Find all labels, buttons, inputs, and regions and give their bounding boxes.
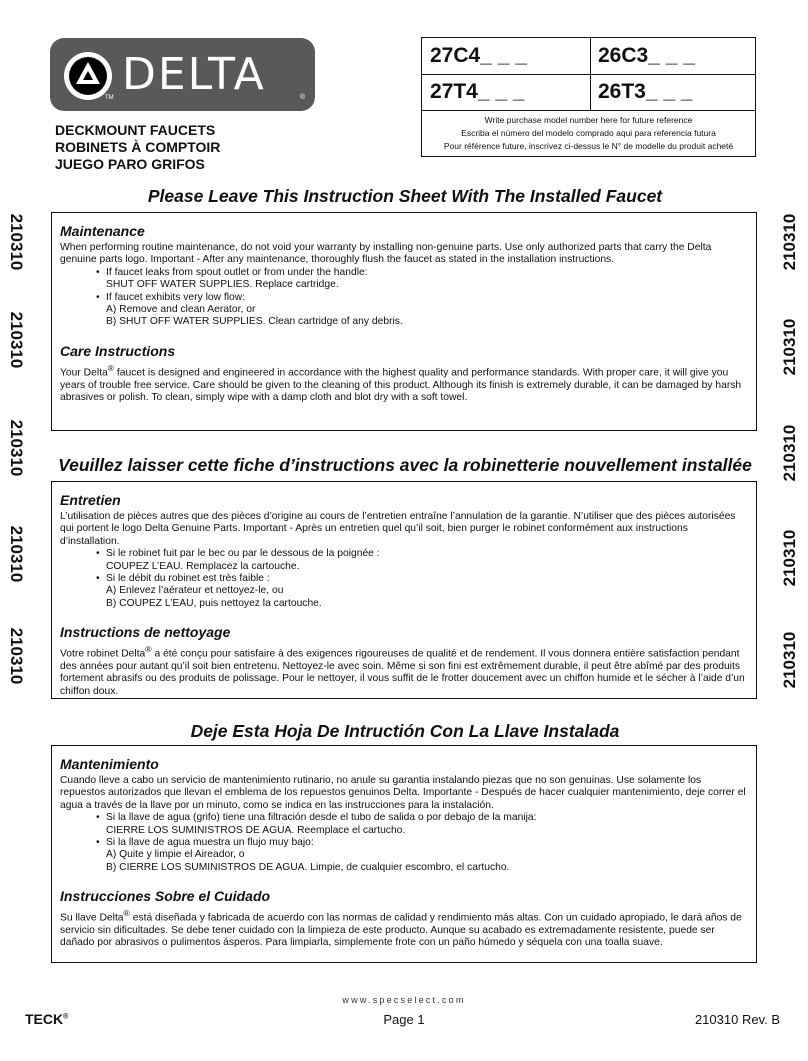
side-code-right: 210310: [780, 213, 799, 271]
model-note-es: Escriba el número del modelo comprado aqui para referencia futura: [461, 128, 716, 138]
french-box: [51, 481, 757, 699]
model-26c3: 26C3_ _ _: [598, 44, 695, 67]
side-code-left: 210310: [7, 627, 26, 685]
product-title-en: DECKMOUNT FAUCETS: [55, 122, 216, 138]
page-number: Page 1: [383, 1012, 425, 1027]
list-item: • If faucet leaks from spout outlet or from under the handle: SHUT OFF WATER SUPPLIES. Replace cartridge.: [106, 267, 748, 292]
registered-mark: ®: [123, 908, 130, 919]
care-title: Instrucciones Sobre el Cuidado: [60, 888, 271, 905]
side-code-right: 210310: [780, 424, 799, 482]
heading-spanish: Deje Esta Hoja De Intructión Con La Llave Instalada: [190, 721, 620, 741]
product-title-es: JUEGO PARO GRIFOS: [55, 156, 205, 172]
model-number-box: [421, 37, 756, 157]
model-27t4: 27T4_ _ _: [430, 80, 525, 103]
spanish-box: [51, 745, 757, 963]
heading-english: Please Leave This Instruction Sheet With The Installed Faucet: [147, 186, 663, 206]
maintenance-title: Mantenimiento: [60, 756, 159, 772]
list-item: • Si le débit du robinet est très faible : A) Enlevez l’aérateur et nettoyez-le, ou B) COUPEZ L’EAU, puis nettoyez la cartouche.: [106, 573, 748, 610]
care-title: Care Instructions: [60, 342, 176, 359]
english-box: [51, 212, 757, 431]
model-26t3: 26T3_ _ _: [598, 80, 693, 103]
maintenance-text: When performing routine maintenance, do not void your warranty by installing non-genuine parts. Use only authorized parts that carry the Delta genuine parts logo. Important - After any maintenance, thoroughly flush the faucet as stated in the installation instructions.: [60, 242, 712, 266]
product-titles: [55, 122, 220, 173]
side-code-left: 210310: [7, 525, 26, 583]
model-27c4: 27C4_ _ _: [430, 44, 527, 67]
maintenance-title: Entretien: [60, 492, 121, 508]
divider: [422, 110, 755, 111]
side-code-right: 210310: [780, 318, 799, 376]
registered-mark: ®: [145, 644, 152, 655]
logo-registered: ®: [299, 94, 305, 101]
registered-mark: ®: [107, 362, 115, 373]
care-title: Instructions de nettoyage: [60, 624, 231, 641]
revision: 210310 Rev. B: [694, 1012, 780, 1027]
side-code-right: 210310: [780, 529, 799, 587]
list-item: • If faucet exhibits very low flow: A) Remove and clean Aerator, or B) SHUT OFF WATER SUPPLIES. Clean cartridge of any debris.: [106, 292, 748, 329]
side-code-left: 210310: [7, 213, 26, 271]
heading-french: Veuillez laisser cette fiche d’instructions avec la robinetterie nouvellement installée: [58, 455, 752, 475]
side-code-right: 210310: [780, 631, 799, 689]
maintenance-list: [60, 267, 748, 329]
list-item: • Si la llave de agua muestra un flujo muy bajo: A) Quite y limpie el Aireador, o B) CIERRE LOS SUMINISTROS DE AGUA. Limpie, de cualquier escombro, el cartucho.: [106, 837, 748, 874]
footer-url: www.specselect.com: [342, 995, 466, 1005]
logo-tm: TM: [105, 95, 114, 101]
divider: [422, 74, 755, 75]
side-code-left: 210310: [7, 311, 26, 369]
side-code-left: 210310: [7, 419, 26, 477]
model-note-en: Write purchase model number here for future reference: [484, 115, 693, 125]
care-text: Votre robinet Delta® a été conçu pour satisfaire à des exigences rigoureuses de qualité et de rendement. Il vous donnera entière satisfaction pendant des années pour autant qu’il soit bien entretenu. Nettoyez-le avec soin. Même si son fini est extrêmement durable, il peut être abîmé par des produits fortement abrasifs ou des produits de polissage. Pour le nettoyer, il vous suffit de le frotter doucement avec un chiffon humide et le sécher à l’aide d’un chiffon doux.: [60, 644, 745, 697]
footer-brand: TECK®: [25, 1011, 69, 1027]
maintenance-title: Maintenance: [60, 223, 145, 239]
list-item: • Si le robinet fuit par le bec ou par le dessous de la poignée : COUPEZ L’EAU. Remplacez la cartouche.: [106, 548, 748, 573]
logo-wordmark: DELTA: [122, 49, 266, 100]
maintenance-list: [60, 548, 748, 610]
care-text: Your Delta® faucet is designed and engineered in accordance with the highest quality and performance standards. With proper care, it will give you years of trouble free service. Care should be given to the cleaning of this product. Although its finish is extremely durable, it can be damaged by harsh abrasives or polish. To clean, simply wipe with a damp cloth and blot dry with a soft towel.: [60, 362, 742, 404]
maintenance-text: L’utilisation de pièces autres que des pièces d’origine au cours de l’entretien entraîne l’annulation de la garantie. N’utiliser que des pièces autorisées qui portent le logo Delta Genuine Parts. Important - Après un entretien quel qu’il soit, bien purger le robinet conformément aux instructions d’installation.: [60, 511, 736, 547]
model-note-fr: Pour référence future, inscrivez ci-dessus le N° de modelle du produit acheté: [443, 141, 734, 151]
product-title-fr: ROBINETS À COMPTOIR: [55, 139, 221, 155]
maintenance-text: Cuando lleve a cabo un servicio de mantenimiento rutinario, no anule su garantia instalando piezas que no son genuinas. Use solamente los repuestos autorizados que llevan el emblema de los repuestos genuinos Delta. Importante - Después de hacer cualquier mantenimiento, deje correr el agua a través de la llave por un minuto, como se indica en las instrucciones para la instalación.: [60, 775, 746, 811]
delta-logo: [50, 38, 315, 111]
maintenance-list: [60, 812, 748, 874]
model-note: [422, 114, 755, 153]
list-item: • Si la llave de agua (grifo) tiene una filtración desde el tubo de salida o por debajo de la manija: CIERRE LOS SUMINISTROS DE AGUA. Reemplace el cartucho.: [106, 812, 748, 837]
care-text: Su llave Delta® está diseñada y fabricada de acuerdo con las normas de calidad y rendimiento más altas. Con un cuidado apropiado, le dará años de servicio sin dificultades. Se debe tener cuidado con la limpieza de este producto. Aunque su acabado es extremadamente resistente, puede ser dañado por abrasivos o pulimentos ásperos. Para limpiarla, simplemente frote con un paño húmedo y séquela con una toalla suave.: [60, 908, 742, 949]
